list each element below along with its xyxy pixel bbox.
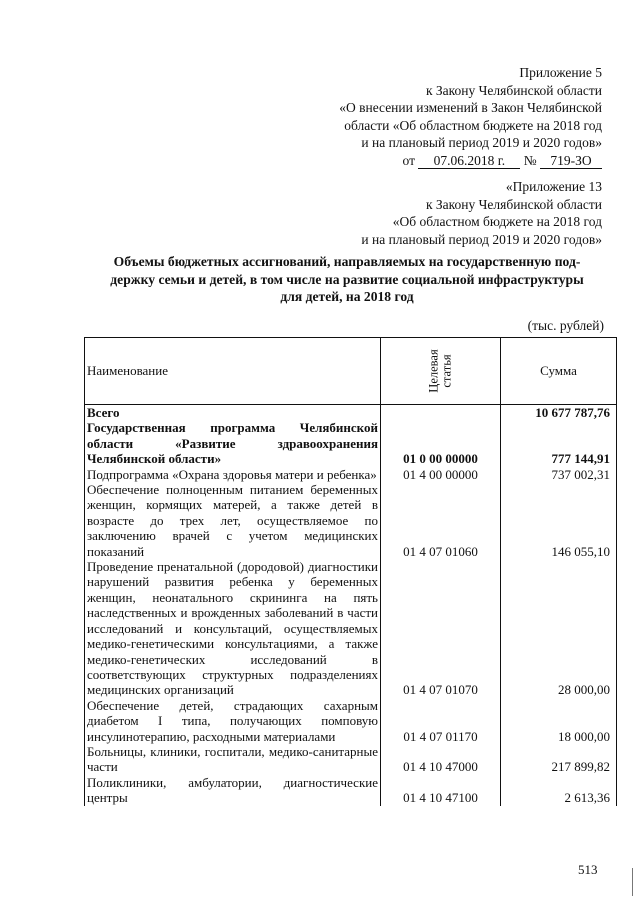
- scan-edge-line: [632, 868, 633, 896]
- row-code: 01 4 00 00000: [381, 467, 501, 482]
- header-target-line1: Целевая: [426, 349, 441, 393]
- header-target-article: [381, 338, 501, 405]
- row-name: Больницы, клиники, госпитали, медико-санитарные части: [85, 744, 381, 775]
- appendix-5-line3: «О внесении изменений в Закон Челябинской: [339, 100, 602, 115]
- row-code: [381, 405, 501, 421]
- row-name: Обеспечение детей, страдающих сахарным диабетом I типа, получающих помповую инсулинотерапию, расходными материалами: [85, 698, 381, 744]
- appendix-5-line2: к Закону Челябинской области: [425, 82, 602, 98]
- row-code: 01 4 07 01170: [381, 698, 501, 744]
- row-sum: 777 144,91: [501, 420, 617, 466]
- row-sum: 28 000,00: [501, 559, 617, 698]
- row-name: Проведение пренатальной (дородовой) диагностики нарушений развития ребенка у беременных женщин, неонатального скрининга на пять наследственных и врожденных заболеваний в части исследований и консультаций, осуществляемых медико-генетическими консультациями, а также медико-генетических исследований в соответствующих структурных подразделениях медицинских организаций: [85, 559, 381, 698]
- row-sum: 146 055,10: [501, 482, 617, 559]
- table-header-row: [85, 338, 617, 405]
- appendix-13-header: [361, 178, 602, 248]
- header-name: Наименование: [85, 338, 381, 405]
- appendix-5-line1: Приложение 5: [519, 65, 602, 80]
- units-label: (тыс. рублей): [527, 318, 604, 333]
- law-date: 07.06.2018 г.: [418, 153, 520, 169]
- table-row: [85, 698, 617, 744]
- table-row: [85, 405, 617, 421]
- row-name: Подпрограмма «Охрана здоровья матери и ребенка»: [85, 467, 381, 482]
- row-code: 01 4 07 01070: [381, 559, 501, 698]
- appendix-13-line2: к Закону Челябинской области: [425, 196, 602, 212]
- row-name: Обеспечение полноценным питанием беременных женщин, кормящих матерей, а также детей в возрасте до трех лет, осуществляемое по заключению врачей с учетом медицинских показаний: [85, 482, 381, 559]
- appendix-13-line4: и на плановый период 2019 и 2020 годов»: [361, 231, 602, 247]
- table-row: [85, 775, 617, 806]
- table-row: [85, 744, 617, 775]
- table-row: [85, 467, 617, 482]
- header-target-article-text: [428, 349, 454, 392]
- appendix-13-line3: «Об областном бюджете на 2018 год: [392, 214, 602, 229]
- row-code: 01 4 10 47100: [381, 775, 501, 806]
- budget-table: [84, 337, 617, 806]
- row-name: Поликлиники, амбулатории, диагностические центры: [85, 775, 381, 806]
- appendix-5-line4: области «Об областном бюджете на 2018 год: [344, 117, 602, 133]
- page-number: 513: [578, 862, 598, 877]
- row-name: Государственная программа Челябинской области «Развитие здравоохранения Челябинской области»: [85, 420, 381, 466]
- document-title: [92, 253, 602, 306]
- header-sum: Сумма: [501, 338, 617, 405]
- appendix-5-date-line: [339, 152, 602, 170]
- table-row: [85, 420, 617, 466]
- row-sum: 737 002,31: [501, 467, 617, 482]
- title-line1: Объемы бюджетных ассигнований, направляемых на государственную под-: [113, 254, 581, 269]
- row-sum: 18 000,00: [501, 698, 617, 744]
- appendix-13-line1: «Приложение 13: [505, 179, 602, 194]
- row-name: Всего: [85, 405, 381, 421]
- row-code: 01 4 10 47000: [381, 744, 501, 775]
- title-line2: держку семьи и детей, в том числе на развитие социальной инфраструктуры: [110, 271, 584, 287]
- table-row: [85, 482, 617, 559]
- appendix-5-header: [339, 64, 602, 169]
- from-label: от: [402, 152, 415, 168]
- number-label: №: [523, 152, 537, 168]
- row-code: 01 4 07 01060: [381, 482, 501, 559]
- law-number: 719-ЗО: [540, 153, 602, 169]
- table-row: [85, 559, 617, 698]
- row-sum: 2 613,36: [501, 775, 617, 806]
- row-code: 01 0 00 00000: [381, 420, 501, 466]
- title-line3: для детей, на 2018 год: [280, 289, 414, 304]
- appendix-5-line5: и на плановый период 2019 и 2020 годов»: [361, 135, 602, 150]
- row-sum: 217 899,82: [501, 744, 617, 775]
- header-target-line2: статья: [439, 354, 454, 388]
- row-sum: 10 677 787,76: [501, 405, 617, 421]
